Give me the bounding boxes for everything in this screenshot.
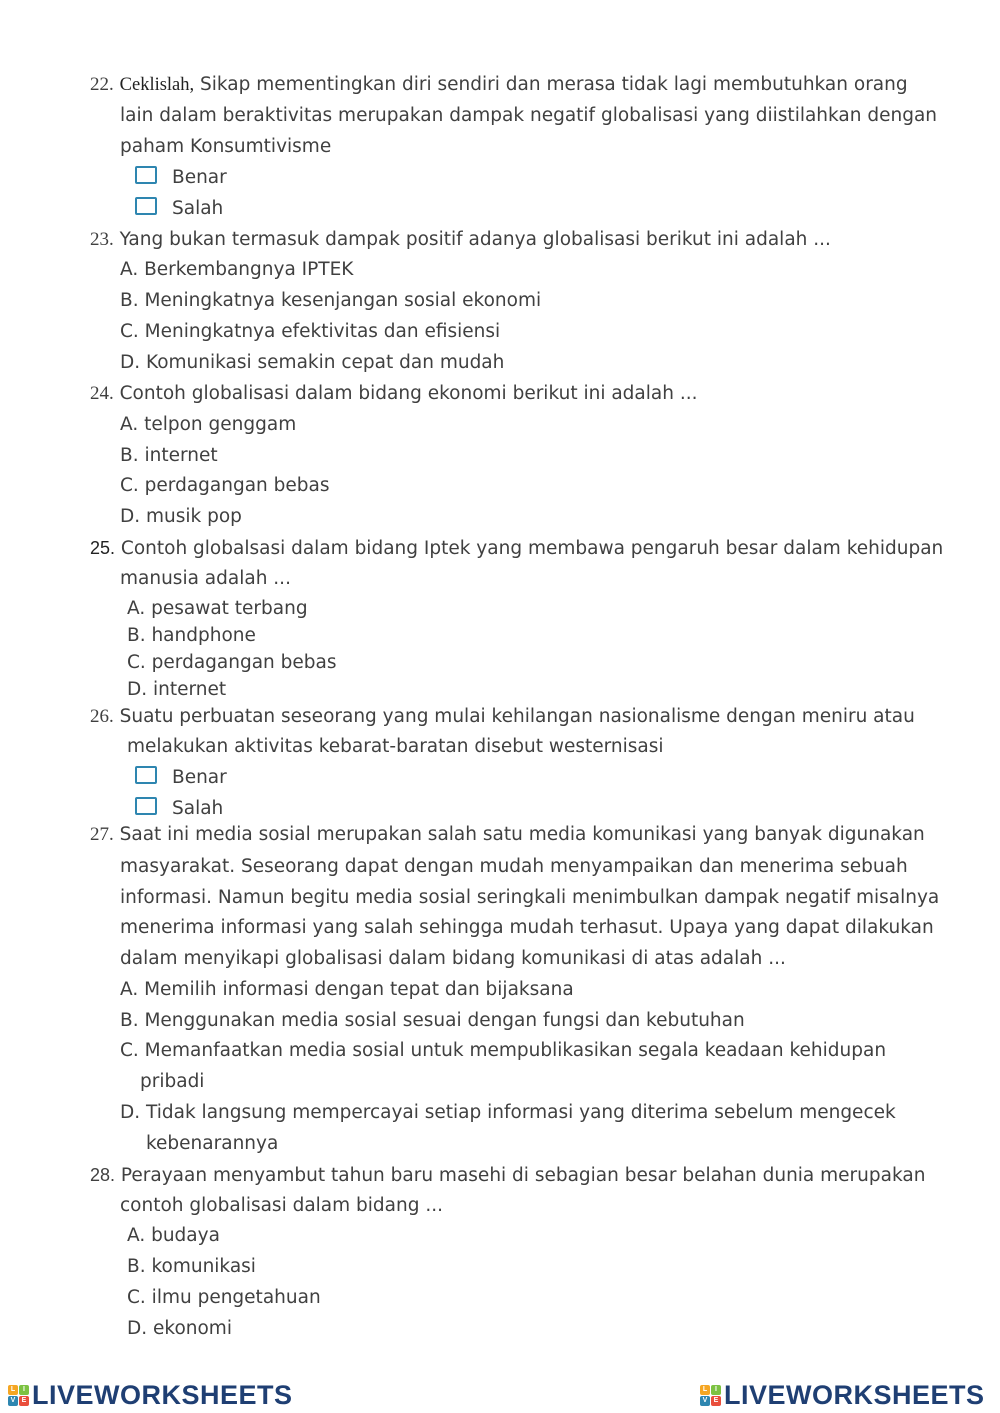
q28-option-b: B. komunikasi xyxy=(127,1256,256,1277)
q25-option-d: D. internet xyxy=(127,679,227,700)
q28-option-a: A. budaya xyxy=(127,1225,220,1246)
q22-line1: 22. Ceklislah, Sikap mementingkan diri sendiri dan merasa tidak lagi membutuhkan orang xyxy=(90,74,908,95)
q25-line1: 25. Contoh globalsasi dalam bidang Iptek yang membawa pengaruh besar dalam kehidupan xyxy=(90,538,944,559)
q27-option-a: A. Memilih informasi dengan tepat dan bijaksana xyxy=(120,979,574,1000)
q26-line2: melakukan aktivitas kebarat-baratan disebut westernisasi xyxy=(127,736,664,757)
q23-line1: 23. Yang bukan termasuk dampak positif adanya globalisasi berikut ini adalah ... xyxy=(90,229,831,250)
q27-option-d-cont: kebenarannya xyxy=(146,1133,279,1154)
q27-option-c: C. Memanfaatkan media sosial untuk mempublikasikan segala keadaan kehidupan xyxy=(120,1040,887,1061)
q27-option-b: B. Menggunakan media sosial sesuai dengan fungsi dan kebutuhan xyxy=(120,1010,745,1031)
q24-option-c: C. perdagangan bebas xyxy=(120,475,330,496)
q23-option-c: C. Meningkatnya efektivitas dan efisiensi xyxy=(120,321,501,342)
q26-salah-label: Salah xyxy=(172,798,224,819)
q22-line3: paham Konsumtivisme xyxy=(120,136,332,157)
logo-squares-icon: L I V E xyxy=(700,1385,721,1406)
q24-line1: 24. Contoh globalisasi dalam bidang ekonomi berikut ini adalah ... xyxy=(90,383,698,404)
logo-text: LIVEWORKSHEETS xyxy=(724,1379,985,1410)
q22-benar-checkbox[interactable] xyxy=(135,166,157,184)
footer-logo-left[interactable] xyxy=(8,1380,293,1410)
logo-text: LIVEWORKSHEETS xyxy=(32,1379,293,1410)
q25-option-a: A. pesawat terbang xyxy=(127,598,308,619)
q23-option-b: B. Meningkatnya kesenjangan sosial ekonomi xyxy=(120,290,542,311)
q27-line3: informasi. Namun begitu media sosial seringkali menimbulkan dampak negatif misalnya xyxy=(120,887,940,908)
q25-line2: manusia adalah ... xyxy=(120,568,291,589)
q28-option-d: D. ekonomi xyxy=(127,1318,232,1339)
q26-line1: 26. Suatu perbuatan seseorang yang mulai kehilangan nasionalisme dengan meniru atau xyxy=(90,706,915,727)
q28-line1: 28. Perayaan menyambut tahun baru masehi di sebagian besar belahan dunia merupakan xyxy=(90,1165,926,1186)
q23-option-d: D. Komunikasi semakin cepat dan mudah xyxy=(120,352,505,373)
q27-line2: masyarakat. Seseorang dapat dengan mudah menyampaikan dan menerima sebuah xyxy=(120,856,908,877)
q25-option-b: B. handphone xyxy=(127,625,256,646)
q28-option-c: C. ilmu pengetahuan xyxy=(127,1287,321,1308)
q27-option-d: D. Tidak langsung mempercayai setiap informasi yang diterima sebelum mengecek xyxy=(120,1102,896,1123)
q25-option-c: C. perdagangan bebas xyxy=(127,652,337,673)
logo-squares-icon: L I V E xyxy=(8,1385,29,1406)
q22-salah-checkbox[interactable] xyxy=(135,197,157,215)
q26-benar-label: Benar xyxy=(172,767,227,788)
footer-logo-right[interactable] xyxy=(700,1380,985,1410)
q26-benar-checkbox[interactable] xyxy=(135,766,157,784)
q27-line5: dalam menyikapi globalisasi dalam bidang komunikasi di atas adalah ... xyxy=(120,948,786,969)
q24-option-b: B. internet xyxy=(120,445,218,466)
q22-salah-label: Salah xyxy=(172,198,224,219)
q23-option-a: A. Berkembangnya IPTEK xyxy=(120,259,354,280)
q24-option-a: A. telpon genggam xyxy=(120,414,297,435)
q27-option-c-cont: pribadi xyxy=(140,1071,205,1092)
q27-line4: menerima informasi yang salah sehingga mudah terhasut. Upaya yang dapat dilakukan xyxy=(120,917,934,938)
q22-benar-label: Benar xyxy=(172,167,227,188)
q22-line2: lain dalam beraktivitas merupakan dampak negatif globalisasi yang diistilahkan dengan xyxy=(120,105,938,126)
q26-salah-checkbox[interactable] xyxy=(135,797,157,815)
q27-line1: 27. Saat ini media sosial merupakan salah satu media komunikasi yang banyak digunakan xyxy=(90,824,925,845)
q28-line2: contoh globalisasi dalam bidang ... xyxy=(120,1195,444,1216)
q24-option-d: D. musik pop xyxy=(120,506,242,527)
